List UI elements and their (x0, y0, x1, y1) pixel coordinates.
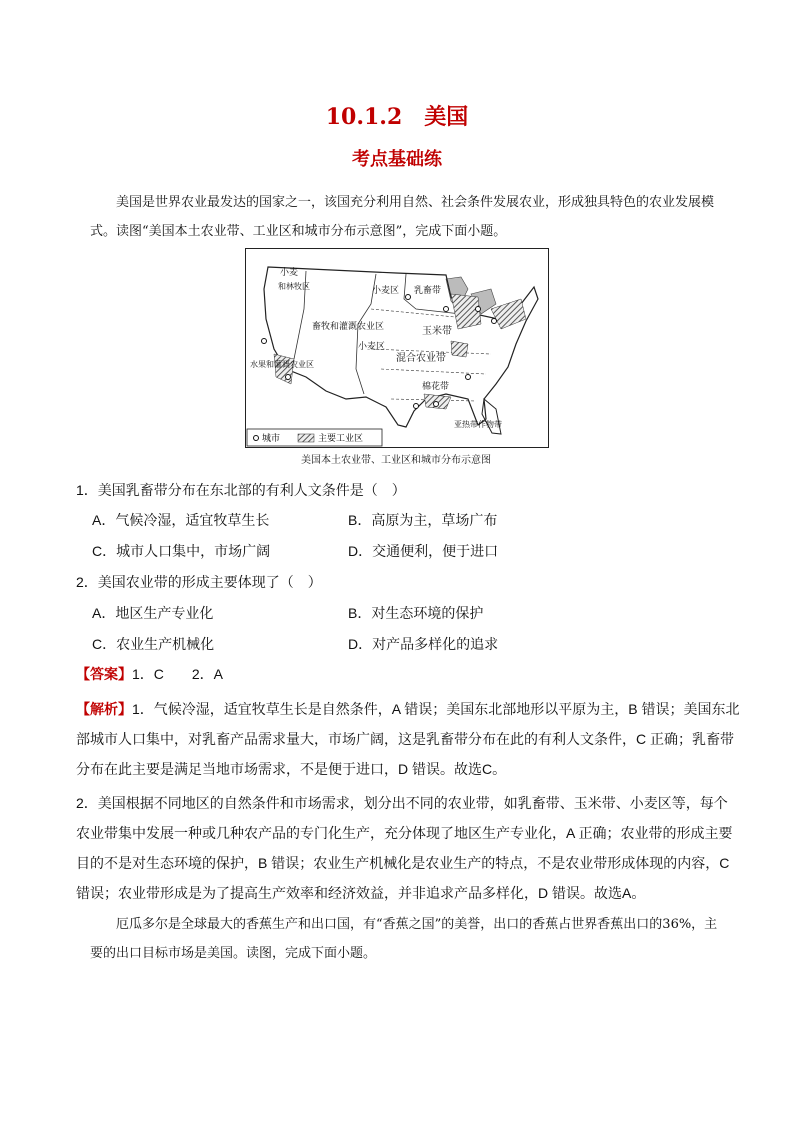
label-wheat-n: 小麦区 (372, 286, 400, 296)
label-subtropical: 亚热带作物带 (454, 420, 502, 429)
question-1-option-a: A．气候冷湿，适宜牧草生长 (92, 512, 270, 528)
question-1-option-c: C．城市人口集中，市场广阔 (92, 543, 271, 559)
label-ranching: 畜牧和灌溉农业区 (312, 322, 385, 332)
city-marker (466, 375, 471, 380)
page-title: 10.1.2 美国 (325, 104, 469, 130)
page-subtitle: 考点基础练 (352, 149, 442, 170)
label-fruit: 水果和灌溉农业区 (250, 360, 314, 369)
label-dairy: 乳畜带 (414, 286, 442, 296)
legend-city-icon (254, 436, 259, 441)
question-1-option-d: D．交通便利，便于进口 (348, 543, 499, 559)
analysis-text-1: 1．气候冷湿，适宜牧草生长是自然条件，A 错误；美国东北部地形以平原为主，B 错误；美国东北部城市人口集中，对乳畜产品需求量大，市场广阔，这是乳畜带分布在此的有利人文条件，C 正确；乳畜带分布在此主要是满足当地市场需求，不是便于进口，D 错误。故选C。 (76, 701, 740, 777)
answer-tag: 【答案】 (76, 666, 132, 682)
label-wheat-nw: 小麦 (280, 268, 299, 278)
legend-industrial-label: 主要工业区 (318, 434, 364, 444)
city-marker (434, 402, 439, 407)
question-2-stem: 2．美国农业带的形成主要体现了（ ） (76, 574, 322, 590)
question-2-option-a: A．地区生产专业化 (92, 605, 214, 621)
legend-industrial-icon (298, 434, 314, 442)
usa-agriculture-map (245, 248, 549, 448)
answer-line (76, 664, 223, 684)
intro-paragraph-2: 厄瓜多尔是全球最大的香蕉生产和出口国，有“香蕉之国”的美誉，出口的香蕉占世界香蕉出口的36%，主要的出口目标市场是美国。读图，完成下面小题。 (90, 917, 718, 961)
industrial-area (451, 341, 468, 357)
legend-city-label: 城市 (262, 434, 281, 444)
question-1-option-b: B．高原为主，草场广布 (348, 512, 498, 528)
city-marker (262, 339, 267, 344)
question-2-option-b: B．对生态环境的保护 (348, 605, 484, 621)
answer-text: 1．C 2．A (132, 666, 224, 682)
label-corn: 玉米带 (422, 326, 452, 337)
city-marker (444, 307, 449, 312)
label-wheat-c: 小麦区 (358, 342, 386, 352)
map-caption: 美国本土农业带、工业区和城市分布示意图 (301, 455, 491, 466)
city-marker (414, 404, 419, 409)
city-marker (476, 307, 481, 312)
label-cotton: 棉花带 (422, 382, 450, 392)
label-mixed: 混合农业带 (396, 353, 446, 364)
city-marker (406, 295, 411, 300)
city-marker (492, 319, 497, 324)
label-forest: 和林牧区 (278, 282, 310, 291)
question-1-stem: 1．美国乳畜带分布在东北部的有利人文条件是（ ） (76, 482, 406, 498)
question-2-option-c: C．农业生产机械化 (92, 636, 215, 652)
intro-paragraph: 美国是世界农业最发达的国家之一，该国充分利用自然、社会条件发展农业，形成独具特色的农业发展模式。读图“美国本土农业带、工业区和城市分布示意图”，完成下面小题。 (90, 195, 715, 239)
city-marker (286, 375, 291, 380)
analysis-paragraph-2: 2．美国根据不同地区的自然条件和市场需求，划分出不同的农业带，如乳畜带、玉米带、小麦区等，每个农业带集中发展一种或几种农产品的专门化生产，充分体现了地区生产专业化，A 正确；农业带的形成主要目的不是对生态环境的保护，B 错误；农业生产机械化是农业生产的特点，不是农业带形成体现的内容，C 错误；农业带形成是为了提高生产效率和经济效益，并非追求产品多样化，D 错误。故选A。 (76, 795, 733, 901)
analysis-paragraph-1 (76, 694, 740, 784)
analysis-tag: 【解析】 (76, 701, 132, 717)
question-2-option-d: D．对产品多样化的追求 (348, 636, 499, 652)
